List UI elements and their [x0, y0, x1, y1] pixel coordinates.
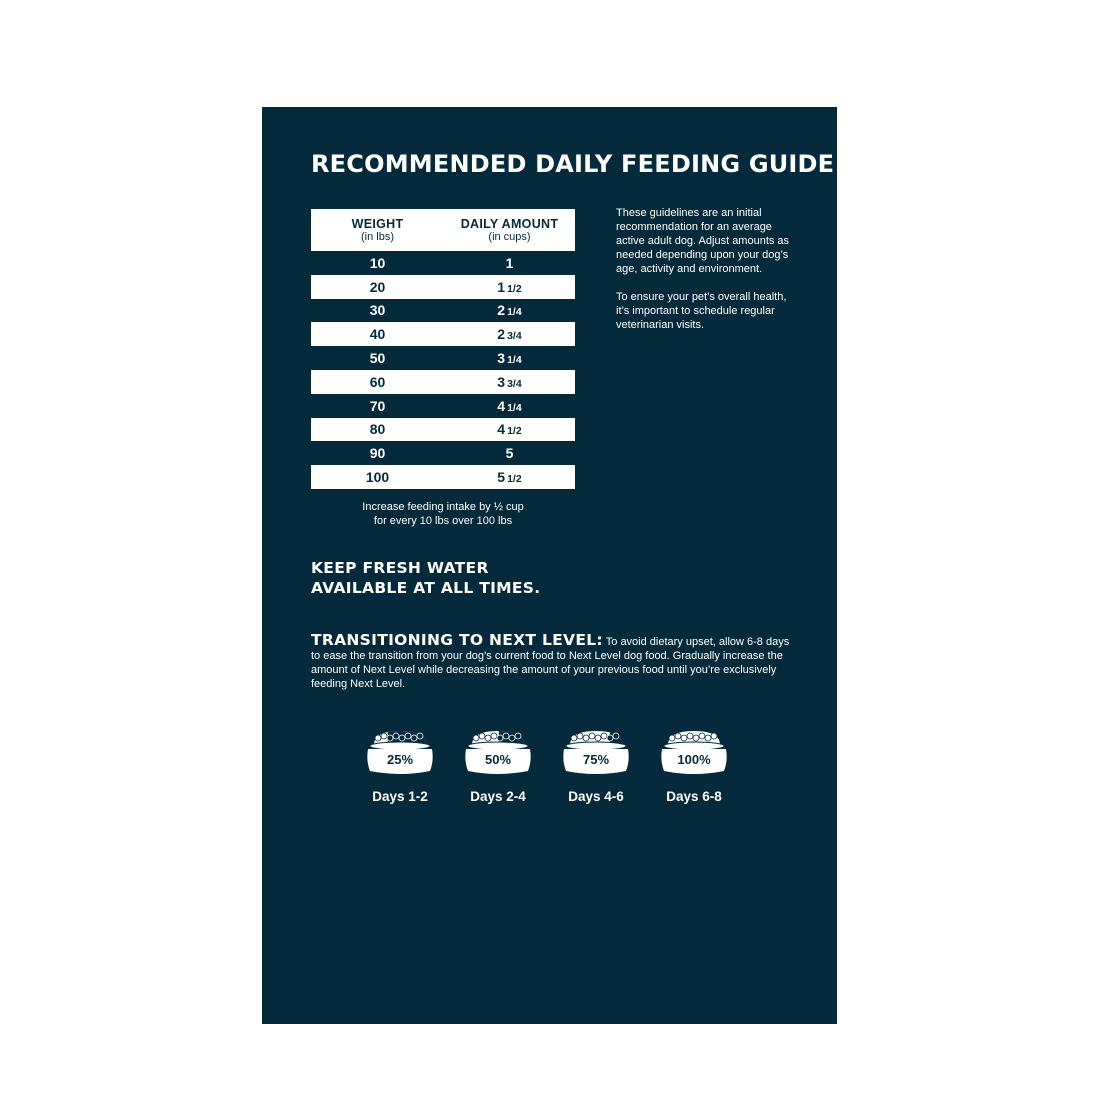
kibble-piece	[601, 733, 607, 739]
kibble-piece	[479, 733, 485, 739]
weight-cell: 90	[369, 445, 386, 462]
weight-cell: 100	[365, 469, 390, 486]
kibble-piece	[693, 735, 699, 741]
amount-fraction: 1/4	[507, 306, 522, 319]
bowl-item	[460, 727, 536, 804]
amount-whole: 5	[497, 469, 506, 486]
table-body	[311, 251, 575, 489]
kibble-piece	[411, 735, 417, 741]
kibble-piece	[515, 733, 521, 739]
amount-fraction: 1/2	[507, 473, 522, 486]
amount-cell	[444, 445, 575, 461]
kibble-piece	[491, 733, 497, 739]
bowl-item	[558, 727, 634, 804]
kibble-piece	[705, 735, 711, 741]
kibble-piece	[681, 735, 687, 741]
kibble-piece	[503, 733, 509, 739]
over-100-note-line1: Increase feeding intake by ½ cup	[362, 501, 524, 513]
bowl-days-label: Days 1-2	[372, 789, 428, 804]
kibble-piece	[607, 735, 613, 741]
header-weight-unit: (in lbs)	[360, 230, 394, 243]
bowl-rim	[370, 742, 430, 750]
table-header	[311, 209, 575, 251]
amount-cell	[444, 469, 575, 485]
weight-cell: 80	[369, 421, 386, 438]
guidelines-paragraph-1: These guidelines are an initial recommendation for an average active adult dog. Adjust amounts as needed depending upon your dog’s age, activity and environment.	[616, 207, 790, 275]
amount-fraction: 1/4	[507, 401, 522, 414]
table-row	[311, 346, 575, 370]
bowl-days-label: Days 2-4	[470, 789, 526, 804]
amount-whole: 4	[497, 397, 506, 414]
kibble-piece	[595, 735, 601, 741]
weight-cell: 40	[369, 326, 386, 343]
amount-whole: 1	[505, 254, 514, 271]
bowl-item	[362, 727, 438, 804]
amount-whole: 1	[497, 278, 506, 295]
amount-whole: 2	[497, 302, 506, 319]
kibble-piece	[393, 733, 399, 739]
kibble-piece	[417, 733, 423, 739]
kibble-piece	[399, 735, 405, 741]
table-row	[311, 441, 575, 465]
amount-whole: 3	[497, 350, 506, 367]
table-row	[311, 418, 575, 442]
amount-cell	[444, 421, 575, 437]
kibble-piece	[589, 733, 595, 739]
bowl-rim	[468, 742, 528, 750]
over-100-note	[311, 500, 575, 528]
weight-cell: 20	[369, 278, 386, 295]
amount-cell	[444, 255, 575, 271]
bowl-days-label: Days 4-6	[568, 789, 624, 804]
bowl-percentage: 50%	[484, 752, 512, 767]
transition-body: To avoid dietary upset, allow 6-8 days to ease the transition from your dog’s current food to Next Level dog food. Gradually increase the amount of Next Level while decreasing the amount of your previous food until you’re exclusively feeding Next Level.	[311, 636, 790, 690]
header-amount-label: DAILY AMOUNT	[460, 216, 559, 231]
kibble-piece	[381, 733, 387, 739]
amount-cell	[444, 350, 575, 366]
amount-whole: 3	[497, 373, 506, 390]
bowl-percentage: 75%	[582, 752, 610, 767]
amount-fraction: 3/4	[507, 377, 522, 390]
kibble-piece	[375, 735, 381, 741]
kibble-piece	[387, 735, 393, 741]
weight-cell: 70	[369, 397, 386, 414]
table-row	[311, 370, 575, 394]
header-weight-label: WEIGHT	[351, 216, 404, 231]
table-row	[311, 299, 575, 323]
kibble-piece	[711, 733, 717, 739]
bowl-percentage: 25%	[386, 752, 414, 767]
amount-fraction: 1/2	[507, 425, 522, 438]
kibble-piece	[509, 735, 515, 741]
guidelines-text	[616, 206, 796, 346]
kibble-piece	[571, 735, 577, 741]
table-row	[311, 275, 575, 299]
amount-fraction: 1/4	[507, 354, 522, 367]
amount-fraction: 1/2	[507, 282, 522, 295]
header-amount-unit: (in cups)	[488, 230, 531, 243]
kibble-piece	[473, 735, 479, 741]
table-row	[311, 322, 575, 346]
bowl-percentage: 100%	[677, 752, 711, 767]
weight-cell: 50	[369, 350, 386, 367]
kibble-piece	[583, 735, 589, 741]
water-heading-line1: KEEP FRESH WATER	[311, 559, 489, 577]
header-amount	[444, 209, 575, 251]
kibble-piece	[675, 733, 681, 739]
table-row	[311, 394, 575, 418]
over-100-note-line2: for every 10 lbs over 100 lbs	[373, 515, 513, 527]
page-title: RECOMMENDED DAILY FEEDING GUIDE	[311, 150, 835, 178]
kibble-piece	[669, 735, 675, 741]
kibble-piece	[613, 733, 619, 739]
weight-cell: 60	[369, 373, 386, 390]
header-weight	[311, 209, 444, 251]
amount-fraction: 3/4	[507, 330, 522, 343]
table-row	[311, 465, 575, 489]
amount-cell	[444, 326, 575, 342]
water-heading	[311, 558, 540, 598]
kibble-piece	[687, 733, 693, 739]
guidelines-paragraph-2: To ensure your pet’s overall health, it’s important to schedule regular veterinarian visits.	[616, 291, 787, 331]
bowl-item	[656, 727, 732, 804]
kibble-piece	[699, 733, 705, 739]
amount-whole: 5	[505, 445, 514, 462]
amount-whole: 4	[497, 421, 506, 438]
amount-cell	[444, 374, 575, 390]
table-row	[311, 251, 575, 275]
transition-text	[311, 633, 791, 691]
kibble-piece	[577, 733, 583, 739]
kibble-piece	[497, 735, 503, 741]
feeding-guide-panel	[262, 107, 837, 1024]
transition-heading: TRANSITIONING TO NEXT LEVEL:	[311, 631, 603, 649]
feeding-table	[311, 209, 575, 489]
amount-cell	[444, 279, 575, 295]
weight-cell: 10	[369, 254, 386, 271]
bowl-rim	[664, 742, 724, 750]
bowl-rim	[566, 742, 626, 750]
kibble-piece	[485, 735, 491, 741]
water-heading-line2: AVAILABLE AT ALL TIMES.	[311, 579, 541, 597]
weight-cell: 30	[369, 302, 386, 319]
amount-whole: 2	[497, 326, 506, 343]
transition-bowls	[362, 727, 742, 817]
kibble-piece	[405, 733, 411, 739]
amount-cell	[444, 302, 575, 318]
bowl-days-label: Days 6-8	[666, 789, 722, 804]
amount-cell	[444, 398, 575, 414]
